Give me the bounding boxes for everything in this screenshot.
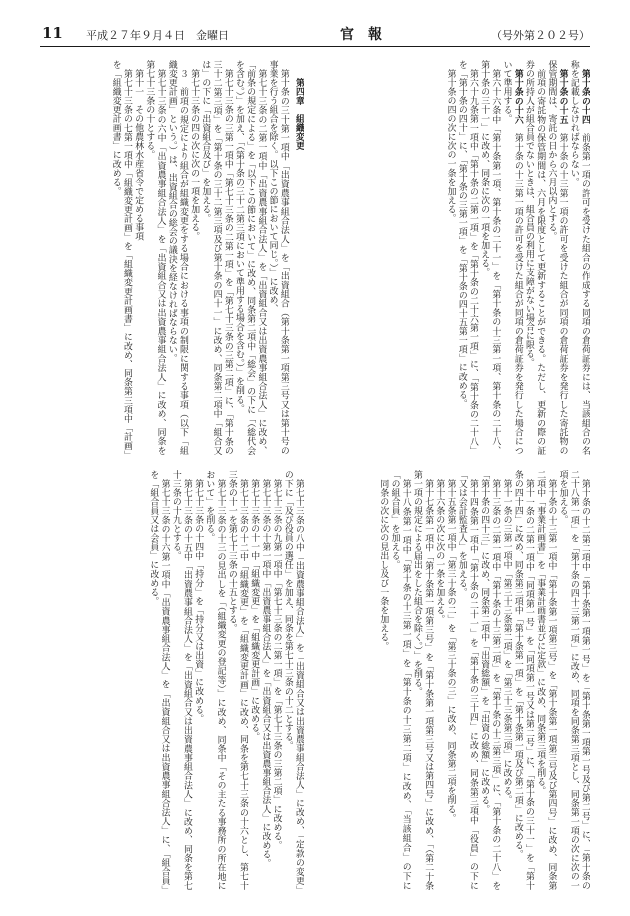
paragraph <box>568 60 590 455</box>
paragraph: 第六十六条中「第十条第一項、第十条の二十一」を「第十条の十三第一項、第十条の二十八、第十条の三十一」に改め、同条に次の一項を加える。 <box>479 60 501 455</box>
lower-right-block <box>326 470 590 890</box>
paragraph: 同条の次に次の見出し及び一条を加える。 <box>378 478 389 651</box>
article-label: 第十条の十四 <box>580 68 590 125</box>
paragraph: 第六十九条第一項中「第十条の二第一項」を「第十条の二十六第一項」に、「第十条の二十八」を「第十条の四十」に、「第十条の三第一項」を「第十条の四十五第一項」に改める。 <box>456 60 478 455</box>
article-text: 第十条の十三第一項の許可を受けた組合が同項の倉荷証券を発行した場合について準用する。 <box>501 60 523 455</box>
paragraph: 前項の寄託物の保管期間は、六月を限度として更新することができる。ただし、更新の際の証券の所持人が組合員でないときは、組合員の利用に支障がない場合に限る。 <box>523 60 546 455</box>
paragraph: 第十条の十二第二項中「第十条第一項第一号」を「第十条第一項第一号及び第二号」に、「第十条の二十八第一項」を「第十条の四十三第一項」に改め、同項を同条第三項とし、同条第一項の次に次の一項を加える。 <box>557 470 590 890</box>
lower-left-block <box>40 470 304 890</box>
paragraph: 第十四条第一項中「第十条の二十一」を「第十条の三十四」に改め、同条第三項中「役員」の下に「又は会計監査人」を加える。 <box>456 470 478 890</box>
page-number: 11 <box>42 24 63 42</box>
paragraph <box>545 60 567 455</box>
article-text: 前条第一項の許可を受けた組合の作成する同項の倉荷証券には、当該組合の名称を記載しなければならない。 <box>568 60 590 455</box>
paragraph: 第七十三条の八中「出資農事組合法人」を「出資組合又は出資農事組合法人」に改め、「定款の変更」の下に「及び役員の選任」を加え、同条を第七十三条の十二とする。 <box>282 470 304 890</box>
paragraph: 第十条の四の次に次の一条を加える。 <box>445 68 456 223</box>
upper-right-block <box>326 60 590 455</box>
paragraph: 第十条の十三第一項中「第十条第一項第三号」を「第十条第一項第三号及び第四号」に改め、同条第二項中「事業計画書」を「事業計画書並びに定款」に改め、同条第三項を削る。 <box>535 470 557 890</box>
paragraph: 第七十三条の四の次に次の一項を加える。 <box>189 68 200 241</box>
article-label: 第十条の十六 <box>512 68 523 125</box>
paragraph: 第七十三条の十二中「組織変更」を「組織変更計画」に改め、同条を第七十三条の十六とし、第七十三条の十一を第七十三条の十五とする。 <box>226 470 248 890</box>
paragraph: 第十五条第一項中「第三十条の二」を「第三十条の三」に改め、同条第二項を削る。 <box>445 478 456 823</box>
paragraph: 第十一条の三第一項中「第三十三条第二項」を「第三十三条第三項」に改める。 <box>501 478 512 805</box>
page-header <box>40 22 590 47</box>
article-label: 第十条の十五 <box>557 68 568 125</box>
paragraph: 第七十三条の十六第一項中「出資農事組合法人」を「出資組合又は出資農事組合法人」に、「組合員」を「組合員又は会員」に改める。 <box>148 470 170 890</box>
paragraph: 第十一条の二第一項中「同項第一号」を「同項第一号又は第二号」に、「第十条の三十一」を「第十条の四十四」に改め、同条第三項中「第十条第一項」を「第十条第一項及び第二項」に改める。 <box>512 470 534 890</box>
paragraph: 第七十三条の十一中「組織変更」を「組織変更計画」に改める。 <box>249 478 260 742</box>
paragraph: 第十一 その他農林水産省令で定める事項 <box>133 68 144 241</box>
paragraph: 第十七条第一項中「第十条第一項第三号」を「第十条第一項第三号又は第四号」に改め、「（第二十条第一項の規定による届出をした組合を除く。）」を削る。 <box>411 470 434 890</box>
paragraph: 第七十三条の十四中「持分」を「持分又は出資」に改める。 <box>193 478 204 723</box>
paragraph <box>500 60 522 455</box>
paragraph: 第七十三条の十五中「出資農事組合法人」を「出資組合又は出資農事組合法人」に改め、同条を第七十三条の十九とする。 <box>170 470 192 890</box>
upper-left-block <box>40 60 304 455</box>
paragraph: 第七十三条の九第一項中「第七十三条の二第一項」を「第七十三条の三第二項」に改める。 <box>271 478 282 850</box>
paragraph: 第七十三条の十三の見出しを「（組織変更の登記等）」に改め、同条中「その主たる事務所の所在地において」を削る。 <box>204 470 226 890</box>
issue-number: （号外第２０２号） <box>491 29 590 42</box>
paragraph: 第七十三条の十第一項中「出資農事組合法人」を「出資組合又は出資農事組合法人」に改める。 <box>260 478 271 868</box>
paragraph: 第七十三条の三第一項中「第七十三条の二第一項」を「第七十三条の三第二項」に、「第十条の三十二第三項」を「第十条の三十二第三項及び第十条の四十一」に改め、同条第二項中「組合又は」の下に「出資組合及び」を加える。 <box>200 60 233 455</box>
paragraph: 第七十三条の七第一項中「組織変更計画」を「組織変更計画書」に改め、同条第三項中「計画」を「組織変更計画書」に改める。 <box>110 60 132 455</box>
paragraph: 第十八条第一項中「第十条の十三第一項」を「第十条の十三第二項」に改め、「当該組合」の下に「の組合員」を加える。 <box>389 470 411 890</box>
paragraph: 第十六条の次に次の一条を加える。 <box>434 478 445 624</box>
article-text: 第十条の十三第一項の許可を受けた組合が同項の倉荷証券を発行した寄託物の保管期間は、寄託の日から六月以内とする。 <box>546 60 568 455</box>
paragraph: 第七十三条の六中「出資農事組合法人」を「出資組合又は出資農事組合法人」に改め、同条を第七十三条の十とする。 <box>144 60 166 455</box>
gazette-title: 官報 <box>340 27 396 43</box>
paragraph: 第七十三条の二第一項中「出資農事組合法人」を「出資組合又は出資農事組合法人」に改め、「前条の規定による」を「以下この節において」に改め、同条第二項中「総会」の下に「（総代会を含む。）」を加え、「（第十条の三十二第三項において準用する場合を含む。）」を削る。 <box>233 60 267 455</box>
paragraph: ３ 前項の規定により組合が組織変更をする場合における事項の制限に関する事項（以下「組織変更計画」という。）は、出資組合の総会の議決を経なければならない。 <box>166 60 188 455</box>
paragraph: 第十条の三十第一項中「出資農事組合法人」を「出資組合（第十条第一項第三号又は第十号の事業を行う組合を除く。以下この節において同じ。）」に改め、 <box>267 60 289 455</box>
issue-date: 平成２７年９月４日 金曜日 <box>86 29 229 42</box>
chapter-heading: 第四章 組織変更 <box>294 77 304 151</box>
paragraph: 第十三条の二第一項中「第十条の十三第二項」を「第十条の十三第三項」に、「第十条の二十八」を「第十条の四十三」に改め、同条第二項中「出資総額」を「出資の総額」に改める。 <box>479 470 501 890</box>
